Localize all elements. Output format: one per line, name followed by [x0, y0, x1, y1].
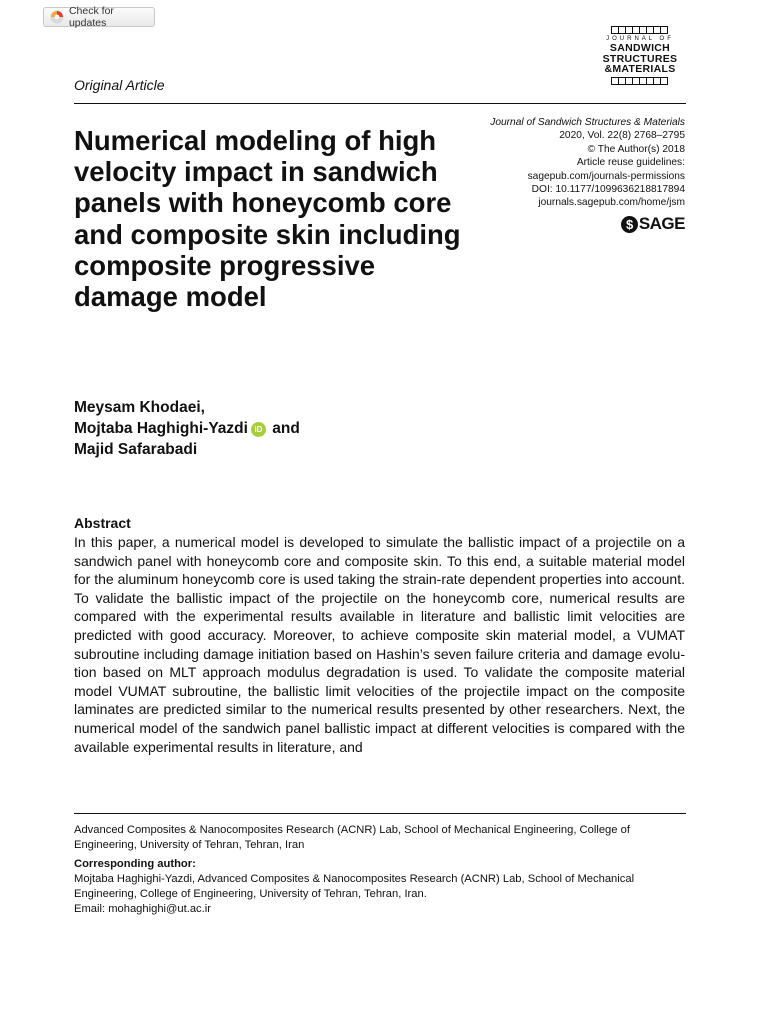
header-divider: [74, 103, 686, 104]
author-2-line: [74, 418, 300, 439]
check-for-updates-label: Check for updates: [68, 5, 114, 29]
reuse-link[interactable]: sagepub.com/journals-permissions: [527, 170, 685, 182]
reuse-label: Article reuse guidelines:: [576, 157, 685, 169]
logo-box-row-top: [594, 26, 686, 34]
corresponding-email[interactable]: Email: mohaghighi@ut.ac.ir: [74, 903, 211, 916]
footer: [74, 823, 689, 918]
author-2: Mojtaba Haghighi-Yazdi: [74, 420, 248, 437]
sage-icon: $: [621, 216, 638, 233]
logo-line-4: &MATERIALS: [604, 63, 676, 75]
doi[interactable]: DOI: 10.1177/1099636218817894: [531, 184, 685, 196]
footer-divider: [74, 813, 686, 814]
logo-line-3: STRUCTURES: [602, 52, 678, 65]
publisher-name: SAGE: [638, 214, 685, 233]
corresponding-heading: Corresponding author:: [74, 857, 196, 870]
article-title: Numerical modeling of high velocity impact in sandwich panels with honeycomb core and composite skin including composite progressive damage model: [74, 125, 461, 313]
logo-line-1: JOURNAL OF: [606, 36, 674, 42]
author-3: Majid Safarabadi: [74, 441, 198, 458]
affiliation: Advanced Composites & Nanocomposites Research (ACNR) Lab, School of Mechanical Engineering, College of Engineering, University of Tehran, Tehran, Iran: [74, 824, 630, 852]
journal-logo: [594, 26, 686, 96]
journal-info: [490, 116, 685, 210]
journal-home-link[interactable]: journals.sagepub.com/home/jsm: [538, 197, 685, 209]
authors: [74, 397, 300, 460]
abstract-heading: Abstract: [74, 515, 131, 531]
orcid-icon[interactable]: iD: [251, 422, 266, 437]
logo-box-row-bottom: [594, 77, 686, 85]
logo-line-2: SANDWICH: [609, 42, 671, 54]
journal-name: Journal of Sandwich Structures & Materials: [490, 117, 685, 128]
corresponding-text: Mojtaba Haghighi-Yazdi, Advanced Composites & Nanocomposites Research (ACNR) Lab, School of Mechanical Engineering, College of Engineering, University of Tehran, Tehran, Iran.: [74, 872, 635, 901]
copyright: © The Author(s) 2018: [587, 143, 685, 155]
publisher-logo: [621, 214, 685, 234]
article-type: Original Article: [74, 77, 165, 93]
check-for-updates-button[interactable]: [43, 7, 155, 27]
author-conjunction: and: [272, 420, 300, 437]
journal-volume: 2020, Vol. 22(8) 2768–2795: [559, 130, 685, 142]
check-for-updates-icon: [50, 10, 64, 24]
abstract-body: In this paper, a numerical model is developed to simulate the ballistic impact of a projectile on a sandwich panel with honeycomb core and composite skin. To this end, a suitable material model for the aluminum honeycomb core is used taking the strain-rate dependent properties into account. To validate the ballistic impact of the projectile on the honeycomb core, numerical results are compared with the experimental results available in literature and ballistic limit velocities are predicted with good accuracy. Moreover, to achieve composite skin material model, a VUMAT subroutine including damage initiation based on Hashin’s seven failure criteria and damage evolution based on MLT approach modulus degradation is used. To validate the composite material model VUMAT subroutine, the ballistic limit velocities of the projectile impact on the composite laminates are predicted similar to the numerical results presented by other researchers. Next, the numerical model of the sandwich panel ballistic impact at different velocities is compared with the available experimental results in literature, and: [74, 534, 685, 755]
author-1: Meysam Khodaei,: [74, 399, 205, 416]
